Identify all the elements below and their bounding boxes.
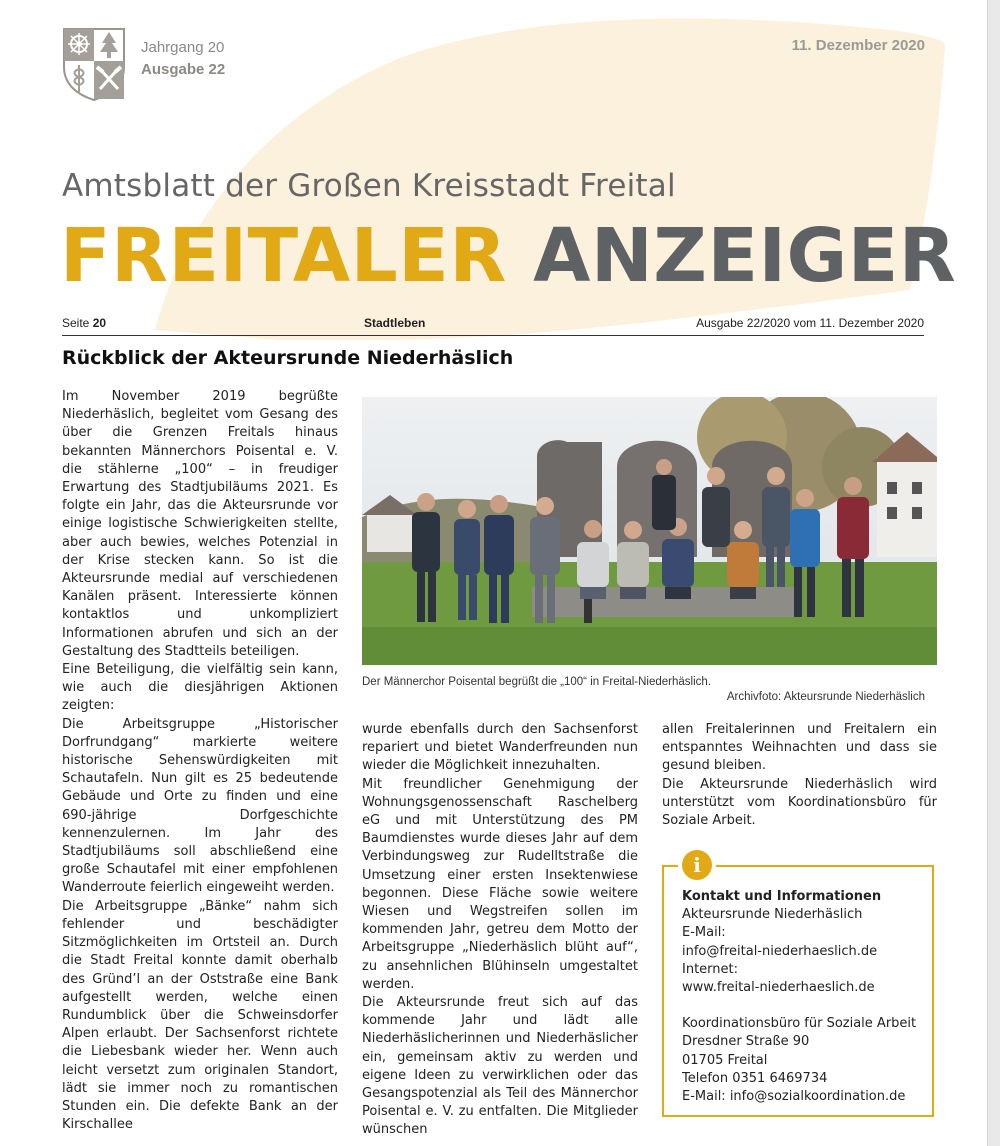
paragraph: Die Arbeitsgruppe „Bänke“ nahm sich fehlender und beschädigter Sitzmöglichkeiten im Ortsteil an. Durch die Stadt Freital konnte damit oberhalb des Gründ’l an der Oststraße eine Bank aufgestellt werden, welche einen Rundumblick über die Schweinsdorfer Alpen erlaubt. Der Sachsenforst richtete die Liebesbank wieder her. Wenn auch leicht versetzt zum originalen Standort, lädt sie immer noch zu romantischen Stunden ein. Die defekte Bank an der Kirschallee	[62, 898, 338, 1133]
contact-details	[682, 888, 927, 1106]
paragraph: Eine Beteiligung, die vielfältig sein kann, wie auch die diesjährigen Aktionen zeigten:	[62, 662, 338, 714]
photo-caption: Der Männerchor Poisental begrüßt die „100“ in Freital-Niederhäslich.	[362, 676, 711, 688]
issue-label: Ausgabe 22	[141, 61, 226, 78]
page-number-value: 20	[92, 316, 107, 330]
choir-photo	[362, 397, 937, 665]
contact-org: Akteursrunde Niederhäslich	[682, 907, 863, 923]
office-street: Dresdner Straße 90	[682, 1034, 810, 1050]
paragraph: Die Akteursrunde freut sich auf das kommende Jahr und lädt alle Niederhäslicherinnen und Niederhäslicher ein, gemeinsam aktiv zu werden und eigene Ideen zu verwirklichen oder das Gesangspotenzial als Teil des Männerchor Poisental e. V. zu entfalten. Die Mitglieder wünschen	[362, 995, 638, 1138]
office-city: 01705 Freital	[682, 1052, 768, 1068]
meta-divider	[62, 335, 924, 336]
article-headline: Rückblick der Akteursrunde Niederhäslich	[62, 347, 514, 369]
volume-label: Jahrgang 20	[141, 39, 225, 56]
masthead-subtitle: Amtsblatt der Großen Kreisstadt Freital	[62, 168, 676, 204]
page-edge	[987, 0, 1000, 1146]
article-column-3	[662, 721, 937, 830]
page-number	[62, 316, 106, 330]
paragraph: allen Freitalerinnen und Freitalern ein entspanntes Weihnachten und dass sie gesund bleiben.	[662, 722, 937, 774]
paragraph: Die Arbeitsgruppe „Historischer Dorfrundgang“ markierte weitere historische Sehenswürdigkeiten mit Schautafeln. Nun gilt es 25 bedeutende Gebäude und Orte zu finden und eine 690-jährige Dorfgeschichte kennenzulernen. Im Jahr des Stadtjubiläums soll abschließend eine große Schautafel mit einer empfohlenen Wanderroute feierlich eingeweiht werden.	[62, 716, 338, 896]
article-column-1	[62, 388, 338, 1134]
paragraph: Mit freundlicher Genehmigung der Wohnungsgenossenschaft Raschelberg eG und mit Unterstützung des PM Baumdienstes wurde dieses Jahr auf dem Verbindungsweg zur Rudelltstraße die Umsetzung einer ersten Insektenwiese begonnen. Diese Fläche sowie weitere Wiesen und Wegstreifen sollen im kommenden Jahr, getreu dem Motto der Arbeitsgruppe „Niederhäslich blüht auf“, zu ansehnlichen Blühinseln umgestaltet werden.	[362, 776, 638, 992]
email-link[interactable]: info@freital-niederhaeslich.de	[682, 943, 878, 959]
office-name: Koordinationsbüro für Soziale Arbeit	[682, 1016, 917, 1032]
paragraph: wurde ebenfalls durch den Sachsenforst repariert und bietet Wanderfreunden nun wieder die Möglichkeit innezuhalten.	[362, 722, 638, 774]
city-crest-logo	[62, 27, 126, 101]
issue-info	[141, 37, 225, 81]
page-meta-bar	[62, 316, 924, 334]
paragraph: Im November 2019 begrüßte Niederhäslich, begleitet vom Gesang des über die Grenzen Freitals hinaus bekannten Männerchors Poisental e. V. die stählerne „100“ – in freudiger Erwartung des Stadtjubiläums 2021. Es folgte ein Jahr, das die Akteursrunde vor einige logistische Schwierigkeiten stellte, aber auch bewies, welches Potenzial in der Krise stecken kann. So ist die Akteursrunde medial auf verschiedenen Kanälen präsent. Interessierte können kontaktlos und unkompliziert Informationen abrufen und sich an der Gestaltung des Stadtteils beteiligen.	[62, 389, 338, 659]
photo-credit: Archivfoto: Akteursrunde Niederhäslich	[726, 691, 925, 703]
email-label: E-Mail:	[682, 925, 726, 941]
edition-label: Ausgabe 22/2020 vom 11. Dezember 2020	[696, 316, 924, 330]
article-column-2	[362, 721, 638, 1140]
section-label: Stadtleben	[364, 316, 426, 330]
website-link[interactable]: www.freital-niederhaeslich.de	[682, 980, 875, 996]
spacer	[682, 997, 927, 1015]
office-phone: Telefon 0351 6469734	[682, 1070, 828, 1086]
paragraph: Die Akteursrunde Niederhäslich wird unterstützt vom Koordinationsbüro für Soziale Arbeit.	[662, 776, 937, 829]
contact-heading: Kontakt und Informationen	[682, 889, 882, 904]
page-label: Seite	[62, 316, 93, 330]
masthead-title	[60, 214, 956, 298]
info-icon: i	[682, 850, 712, 880]
office-email[interactable]: E-Mail: info@sozialkoordination.de	[682, 1089, 906, 1105]
title-part-anzeiger: ANZEIGER	[533, 213, 957, 299]
title-part-freitaler: FREITALER	[60, 213, 507, 299]
internet-label: Internet:	[682, 961, 738, 977]
issue-date: 11. Dezember 2020	[791, 37, 925, 54]
